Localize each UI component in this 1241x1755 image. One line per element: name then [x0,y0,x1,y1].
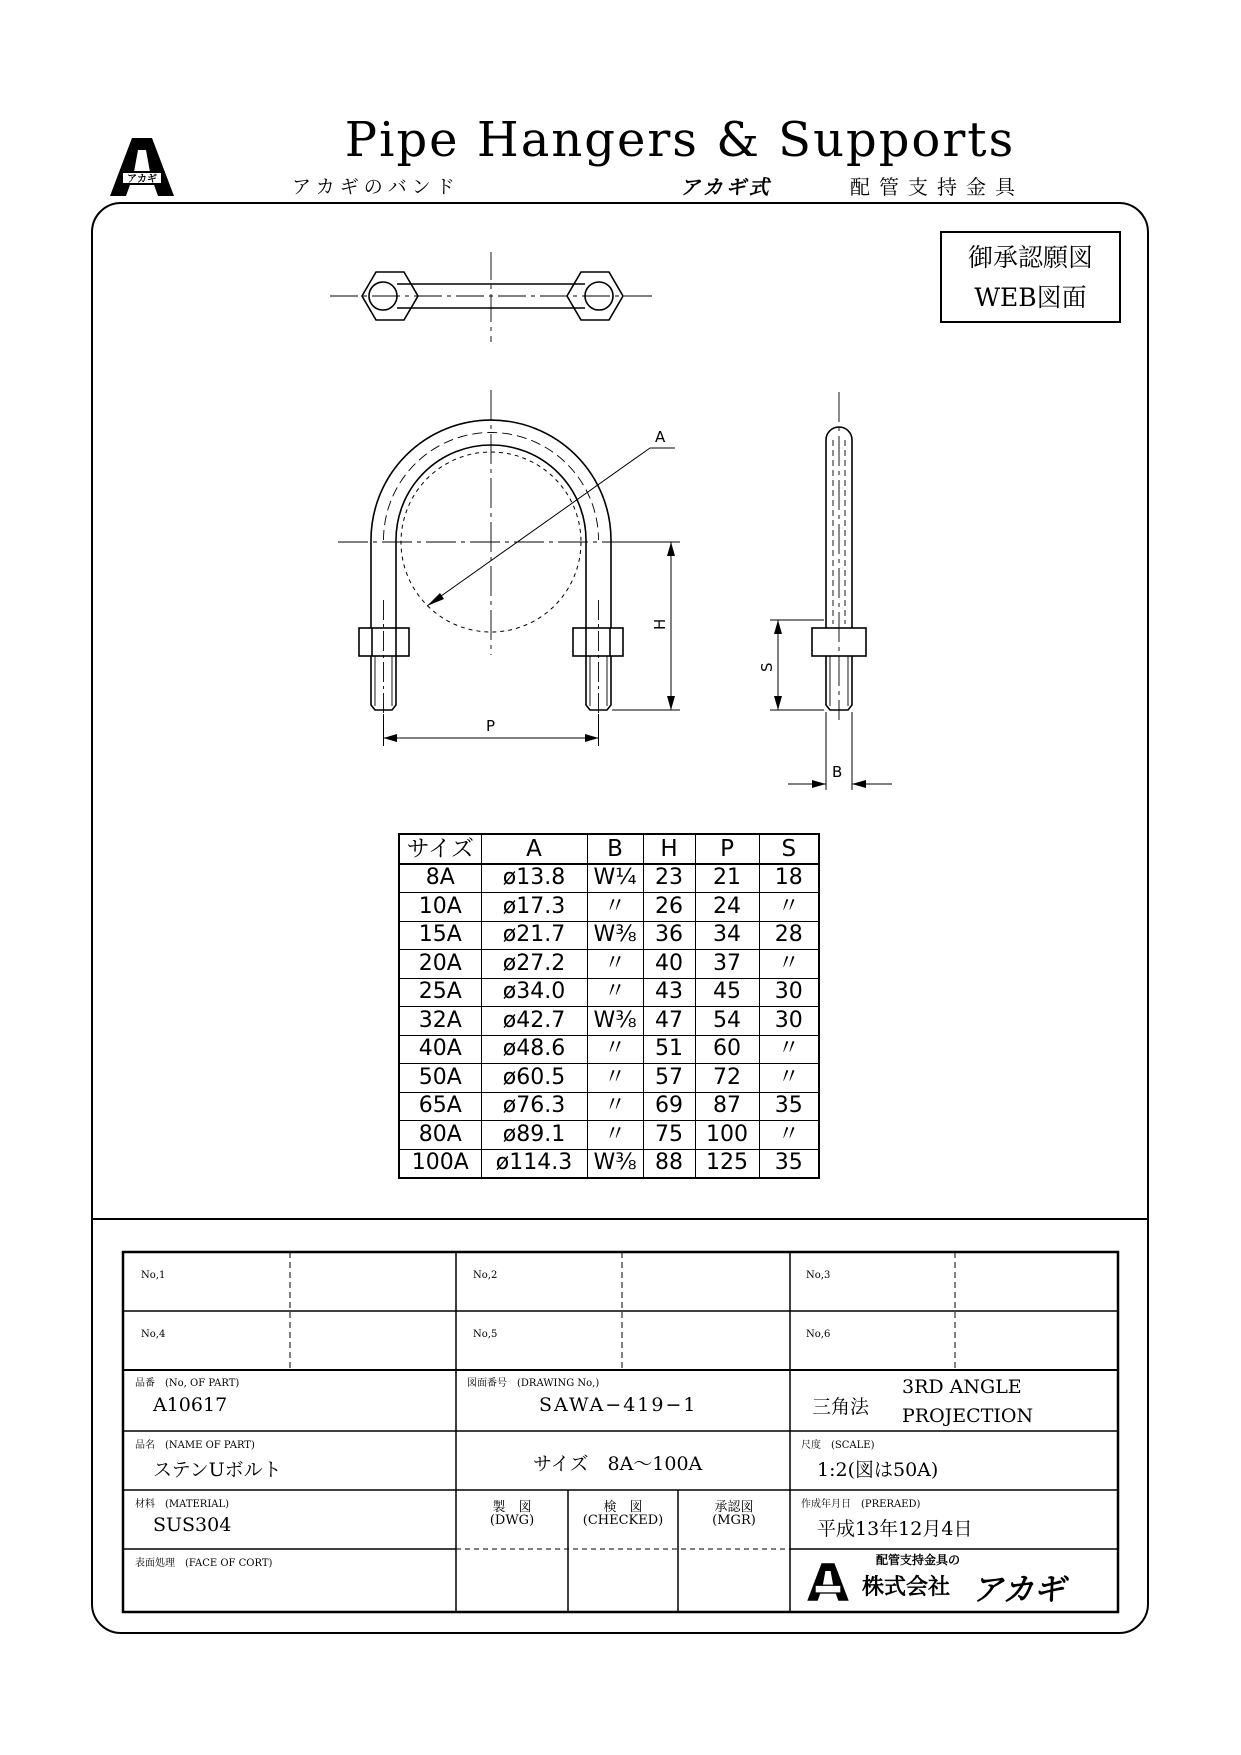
table-cell: ø48.6 [481,1035,587,1064]
approval-line-2: WEB図面 [974,283,1087,312]
table-cell: 57 [643,1064,695,1093]
company-type: 株式会社 [862,1575,951,1600]
dim-label-h: H [651,618,669,630]
dim-label-a: A [655,428,666,446]
table-cell: ø89.1 [481,1121,587,1150]
part-no-value: A10617 [153,1394,228,1416]
page-title: Pipe Hangers & Supports [344,112,1016,168]
table-cell: ø17.3 [481,893,587,922]
company-logo [806,1558,850,1606]
table-cell: W¼ [587,864,643,893]
table-header-cell: サイズ [399,834,481,864]
table-cell: 51 [643,1035,695,1064]
table-cell: 〃 [587,978,643,1007]
company-brand: アカギ [972,1572,1065,1608]
table-cell: 〃 [759,1121,819,1150]
table-cell: 〃 [759,950,819,979]
part-name-value: ステンUボルト [153,1459,282,1481]
table-cell: 125 [695,1149,759,1178]
table-cell: ø60.5 [481,1064,587,1093]
table-cell: 21 [695,864,759,893]
table-cell: 40A [399,1035,481,1064]
slot-no1-label: No,1 [141,1270,166,1281]
projection-en-2: PROJECTION [902,1405,1034,1427]
table-cell: ø114.3 [481,1149,587,1178]
table-cell: 〃 [759,1035,819,1064]
table-cell: 37 [695,950,759,979]
table-cell: 30 [759,978,819,1007]
slot-no2-label: No,2 [473,1270,498,1281]
drawing-no-label: 図面番号 (DRAWING No,) [467,1378,600,1389]
table-cell: W⅜ [587,1149,643,1178]
material-label: 材料 (MATERIAL) [135,1499,230,1510]
table-cell: 28 [759,921,819,950]
checked-label-en: (CHECKED) [582,1513,664,1528]
drawing-no-value: SAWA−419−1 [539,1394,698,1416]
dim-label-p: P [486,717,496,735]
table-cell: W⅜ [587,1007,643,1036]
table-cell: 47 [643,1007,695,1036]
table-cell: 88 [643,1149,695,1178]
company-tagline: 配管支持金具の [876,1553,961,1567]
table-cell: 32A [399,1007,481,1036]
part-no-label: 品番 (No, OF PART) [135,1378,240,1389]
scale-value: 1:2(図は50A) [817,1459,939,1481]
table-cell: 〃 [587,1121,643,1150]
dwg-label-en: (DWG) [489,1513,535,1528]
slot-no5-label: No,5 [473,1329,498,1340]
table-cell: 24 [695,893,759,922]
table-header-cell: B [587,834,643,864]
table-cell: 50A [399,1064,481,1093]
table-cell: 〃 [587,1064,643,1093]
part-name-label: 品名 (NAME OF PART) [135,1440,255,1451]
table-cell: 〃 [587,1092,643,1121]
subtitle-left: アカギのバンド [292,176,460,198]
table-cell: 15A [399,921,481,950]
dim-label-s: S [758,662,776,672]
table-cell: 10A [399,893,481,922]
logo-text: アカギ [127,174,157,185]
table-cell: 43 [643,978,695,1007]
dim-label-b: B [832,763,843,781]
table-cell: 80A [399,1121,481,1150]
table-header-cell: S [759,834,819,864]
table-cell: ø21.7 [481,921,587,950]
material-value: SUS304 [153,1514,232,1536]
table-cell: 〃 [759,1064,819,1093]
date-label: 作成年月日 (PRERAED) [801,1499,921,1510]
table-cell: 35 [759,1149,819,1178]
table-cell: 18 [759,864,819,893]
table-header-cell: H [643,834,695,864]
table-cell: 100 [695,1121,759,1150]
table-cell: 72 [695,1064,759,1093]
table-cell: 25A [399,978,481,1007]
table-header-cell: A [481,834,587,864]
scale-label: 尺度 (SCALE) [801,1440,875,1451]
table-cell: W⅜ [587,921,643,950]
table-cell: 40 [643,950,695,979]
table-cell: 60 [695,1035,759,1064]
slot-no4-label: No,4 [141,1329,166,1340]
table-cell: 20A [399,950,481,979]
date-value: 平成13年12月4日 [817,1518,973,1540]
table-cell: ø13.8 [481,864,587,893]
table-cell: 23 [643,864,695,893]
table-cell: 26 [643,893,695,922]
subtitle-brand: アカギ式 [680,175,772,199]
table-cell: 8A [399,864,481,893]
table-cell: 45 [695,978,759,1007]
size-range: サイズ 8A～100A [533,1453,703,1475]
table-cell: ø34.0 [481,978,587,1007]
dwg-label-jp: 製 図 [492,1500,532,1515]
slot-no3-label: No,3 [806,1270,831,1281]
table-cell: ø27.2 [481,950,587,979]
approval-line-1: 御承認願図 [967,243,1093,272]
table-cell: 〃 [587,893,643,922]
table-cell: 65A [399,1092,481,1121]
projection-en-1: 3RD ANGLE [902,1376,1022,1398]
mgr-label-en: (MGR) [712,1513,756,1528]
surface-label: 表面処理 (FACE OF CORT) [135,1558,273,1569]
table-cell: 54 [695,1007,759,1036]
mgr-label-jp: 承認図 [714,1500,754,1515]
checked-label-jp: 検 図 [603,1500,643,1515]
table-cell: ø42.7 [481,1007,587,1036]
table-header-cell: P [695,834,759,864]
table-cell: 30 [759,1007,819,1036]
subtitle-right: 配管支持金具 [850,175,1024,199]
table-cell: ø76.3 [481,1092,587,1121]
table-cell: 87 [695,1092,759,1121]
projection-jp: 三角法 [812,1396,870,1418]
table-cell: 100A [399,1149,481,1178]
table-cell: 34 [695,921,759,950]
table-cell: 35 [759,1092,819,1121]
slot-no6-label: No,6 [806,1329,831,1340]
table-cell: 69 [643,1092,695,1121]
table-cell: 36 [643,921,695,950]
table-cell: 〃 [587,1035,643,1064]
table-cell: 〃 [587,950,643,979]
table-cell: 〃 [759,893,819,922]
table-cell: 75 [643,1121,695,1150]
